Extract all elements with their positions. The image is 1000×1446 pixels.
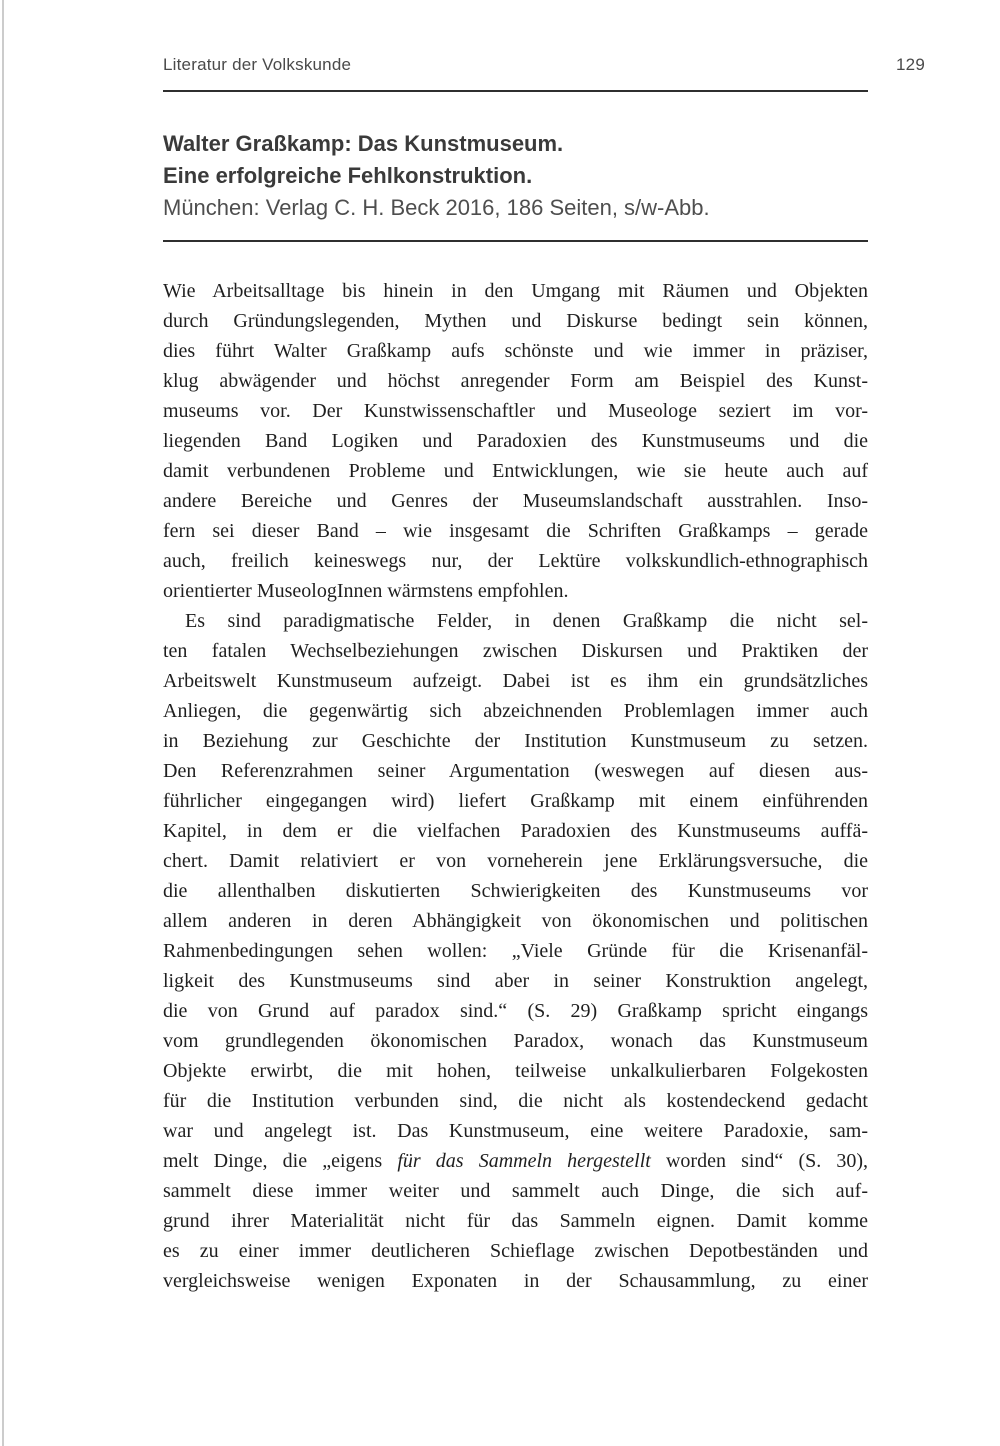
text-line: vom grundlegenden ökonomischen Paradox, wonach das Kunstmuseum bbox=[163, 1030, 868, 1052]
text-line: Den Referenzrahmen seiner Argumentation (weswegen auf diesen aus- bbox=[163, 760, 868, 782]
text-line: dies führt Walter Graßkamp aufs schönste und wie immer in präziser, bbox=[163, 340, 868, 362]
divider-rule-bottom bbox=[163, 240, 868, 242]
text-line: war und angelegt ist. Das Kunstmuseum, eine weitere Paradoxie, sam- bbox=[163, 1120, 868, 1142]
text-line: die von Grund auf paradox sind.“ (S. 29) Graßkamp spricht eingangs bbox=[163, 1000, 868, 1022]
text-line: Anliegen, die gegenwärtig sich abzeichnenden Problemlagen immer auch bbox=[163, 700, 868, 722]
text-line: chert. Damit relativiert er von vorneherein jene Erklärungsversuche, die bbox=[163, 850, 868, 872]
body-paragraph-1 bbox=[163, 276, 868, 606]
text-line: andere Bereiche und Genres der Museumslandschaft ausstrahlen. Inso- bbox=[163, 490, 868, 512]
italic-phrase: für das Sammeln hergestellt bbox=[397, 1150, 651, 1172]
review-title-line-2: Eine erfolgreiche Fehlkonstruktion. bbox=[163, 163, 533, 188]
text-line: für die Institution verbunden sind, die nicht als kostendeckend gedacht bbox=[163, 1090, 868, 1112]
text-line: Es sind paradigmatische Felder, in denen Graßkamp die nicht sel- bbox=[185, 610, 868, 632]
text-line: die allenthalben diskutierten Schwierigkeiten des Kunstmuseums vor bbox=[163, 880, 868, 902]
text-line: ligkeit des Kunstmuseums sind aber in seiner Konstruktion angelegt, bbox=[163, 970, 868, 992]
text-line-with-italic bbox=[163, 1146, 868, 1176]
review-heading bbox=[163, 128, 925, 224]
text-line: allem anderen in deren Abhängigkeit von ökonomischen und politischen bbox=[163, 910, 868, 932]
text-line: durch Gründungslegenden, Mythen und Diskurse bedingt sein können, bbox=[163, 310, 868, 332]
text-line: orientierter MuseologInnen wärmstens empfohlen. bbox=[163, 580, 569, 602]
text-line: in Beziehung zur Geschichte der Institution Kunstmuseum zu setzen. bbox=[163, 730, 868, 752]
running-header bbox=[163, 55, 925, 75]
divider-rule-top bbox=[163, 90, 868, 92]
text-line: auch, freilich keineswegs nur, der Lektüre volkskundlich-ethnographisch bbox=[163, 550, 868, 572]
text-line: Kapitel, in dem er die vielfachen Paradoxien des Kunstmuseums auffä- bbox=[163, 820, 868, 842]
text-line: Wie Arbeitsalltage bis hinein in den Umgang mit Räumen und Objekten bbox=[163, 280, 868, 302]
text-line: Rahmenbedingungen sehen wollen: „Viele Gründe für die Krisenanfäl- bbox=[163, 940, 868, 962]
text-line: grund ihrer Materialität nicht für das Sammeln eignen. Damit komme bbox=[163, 1210, 868, 1232]
text-segment: melt Dinge, die „eigens bbox=[163, 1150, 398, 1172]
text-line: liegenden Band Logiken und Paradoxien des Kunstmuseums und die bbox=[163, 430, 868, 452]
review-title-line-1: Walter Graßkamp: Das Kunstmuseum. bbox=[163, 131, 564, 156]
scan-page-edge-line bbox=[2, 0, 4, 1446]
review-body bbox=[163, 276, 868, 1296]
text-line: vergleichsweise wenigen Exponaten in der Schausammlung, zu einer bbox=[163, 1270, 868, 1292]
body-paragraph-2 bbox=[163, 606, 868, 1296]
text-line: museums vor. Der Kunstwissenschaftler und Museologe seziert im vor- bbox=[163, 400, 868, 422]
journal-section-label: Literatur der Volkskunde bbox=[163, 55, 352, 74]
text-line: führlicher eingegangen wird) liefert Graßkamp mit einem einführenden bbox=[163, 790, 868, 812]
page-number: 129 bbox=[896, 55, 925, 74]
text-line: Arbeitswelt Kunstmuseum aufzeigt. Dabei ist es ihm ein grundsätzliches bbox=[163, 670, 868, 692]
text-line: damit verbundenen Probleme und Entwicklungen, wie sie heute auch auf bbox=[163, 460, 868, 482]
review-imprint: München: Verlag C. H. Beck 2016, 186 Seiten, s/w-Abb. bbox=[163, 195, 710, 220]
text-line: fern sei dieser Band – wie insgesamt die Schriften Graßkamps – gerade bbox=[163, 520, 868, 542]
text-line: Objekte erwirbt, die mit hohen, teilweise unkalkulierbaren Folgekosten bbox=[163, 1060, 868, 1082]
text-line: es zu einer immer deutlicheren Schieflage zwischen Depotbeständen und bbox=[163, 1240, 868, 1262]
text-segment: worden sind“ (S. 30), bbox=[650, 1150, 869, 1172]
text-line: klug abwägender und höchst anregender Form am Beispiel des Kunst- bbox=[163, 370, 868, 392]
text-line: ten fatalen Wechselbeziehungen zwischen Diskursen und Praktiken der bbox=[163, 640, 868, 662]
text-line: sammelt diese immer weiter und sammelt auch Dinge, die sich auf- bbox=[163, 1180, 868, 1202]
